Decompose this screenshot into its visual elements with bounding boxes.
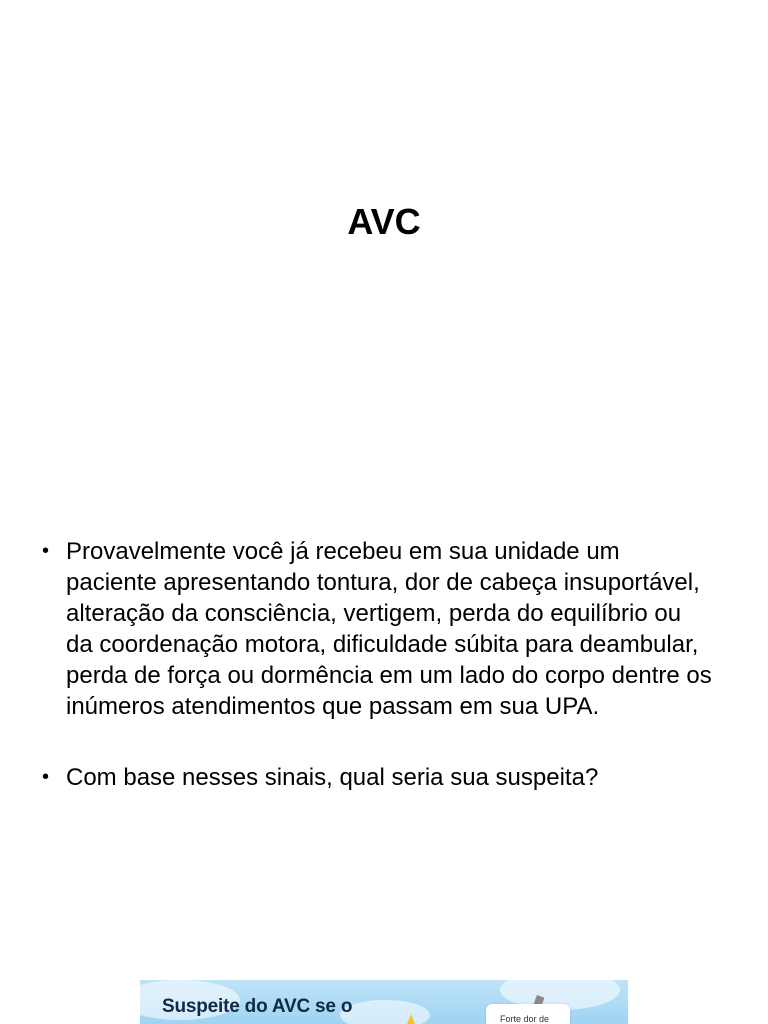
cloud-shape — [340, 1000, 430, 1024]
bullet-item — [42, 762, 712, 793]
bullet-list — [42, 536, 712, 833]
bullet-dot-icon: • — [42, 540, 50, 562]
bullet-dot-icon: • — [42, 766, 50, 788]
slide-title: AVC — [347, 201, 421, 243]
info-card-text: Forte dor de — [500, 1014, 550, 1024]
bullet-item — [42, 536, 712, 722]
bullet-text: Com base nesses sinais, qual seria sua suspeita? — [66, 764, 599, 791]
infographic-image — [140, 980, 628, 1024]
warning-spark-icon — [407, 1014, 415, 1024]
infographic-title: Suspeite do AVC se o — [162, 996, 353, 1017]
bullet-text: Provavelmente você já recebeu em sua unidade um paciente apresentando tontura, dor de cabeça insuportável, alteração da consciência, vertigem, perda do equilíbrio ou da coordenação motora, dificuldade súbita para deambular, perda de força ou dormência em um lado do corpo dentre os inúmeros atendimentos que passam em sua UPA. — [66, 538, 712, 720]
info-card — [486, 1004, 570, 1024]
